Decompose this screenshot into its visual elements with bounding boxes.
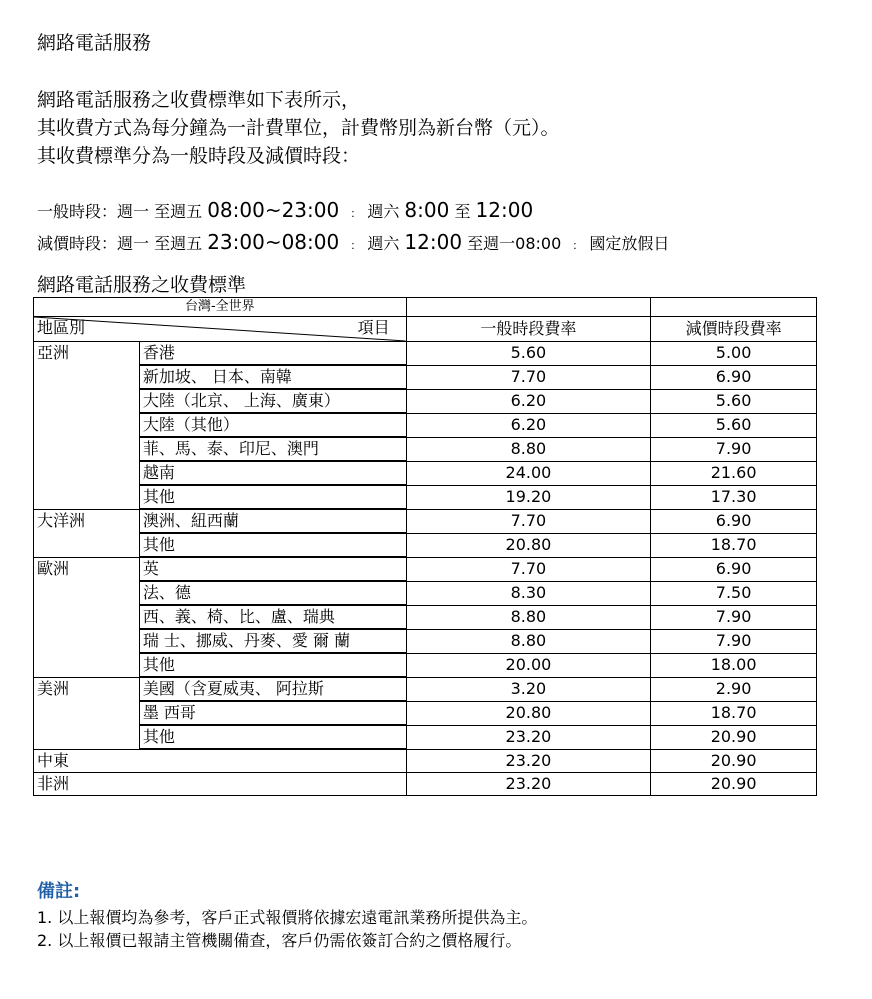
destination-cell: 美國（含夏威夷、 阿拉斯 <box>139 677 406 701</box>
normal-period <box>37 196 669 228</box>
normal-rate-cell: 6.20 <box>406 413 651 437</box>
to-label: 至 <box>454 202 471 221</box>
discount-rate-cell: 17.30 <box>651 485 817 509</box>
normal-saturday-end: 12:00 <box>475 198 534 222</box>
header-empty <box>406 298 651 317</box>
page-title: 網路電話服務 <box>37 32 152 54</box>
table-row <box>34 653 817 677</box>
discount-rate-cell: 7.50 <box>651 581 817 605</box>
header-region: 地區別 <box>37 318 86 337</box>
table-row <box>34 629 817 653</box>
table-title: 網路電話服務之收費標準 <box>37 274 247 296</box>
normal-rate-cell: 23.20 <box>406 773 651 796</box>
discount-rate-cell: 6.90 <box>651 365 817 389</box>
header-normal-rate: 一般時段費率 <box>406 317 651 342</box>
rates-table <box>33 297 817 796</box>
table-row <box>34 461 817 485</box>
discount-rate-cell: 18.70 <box>651 701 817 725</box>
normal-rate-cell: 20.80 <box>406 701 651 725</box>
normal-rate-cell: 20.80 <box>406 533 651 557</box>
table-row <box>34 749 817 773</box>
destination-cell: 西、義、椅、比、盧、瑞典 <box>139 605 406 629</box>
normal-weekday-time: 08:00~23:00 <box>207 198 340 222</box>
destination-cell: 大陸（北京、 上海、廣東） <box>139 389 406 413</box>
destination-cell: 墨 西哥 <box>139 701 406 725</box>
destination-cell: 瑞 士、挪威、丹麥、愛 爾 蘭 <box>139 629 406 653</box>
discount-rate-cell: 18.00 <box>651 653 817 677</box>
discount-weekday-time: 23:00~08:00 <box>207 230 340 254</box>
table-row <box>34 485 817 509</box>
saturday-label: 週六 <box>367 234 400 253</box>
table-row <box>34 581 817 605</box>
header-row-top <box>34 298 817 317</box>
discount-to-label: 至週一08:00 <box>467 234 562 253</box>
discount-rate-cell: 20.90 <box>651 749 817 773</box>
note-item: 1. 以上報價均為參考，客戶正式報價將依據宏遠電訊業務所提供為主。 <box>37 908 538 927</box>
normal-rate-cell: 20.00 <box>406 653 651 677</box>
destination-cell: 香港 <box>139 342 406 366</box>
separator: ： <box>350 207 362 220</box>
destination-cell: 大陸（其他） <box>139 413 406 437</box>
destination-cell: 其他 <box>139 533 406 557</box>
destination-cell: 新加坡、 日本、南韓 <box>139 365 406 389</box>
discount-rate-cell: 7.90 <box>651 605 817 629</box>
table-row <box>34 773 817 796</box>
destination-cell: 越南 <box>139 461 406 485</box>
table-row <box>34 389 817 413</box>
discount-rate-cell: 7.90 <box>651 629 817 653</box>
destination-cell: 英 <box>139 557 406 581</box>
normal-rate-cell: 8.80 <box>406 437 651 461</box>
holiday-label: 國定放假日 <box>589 234 670 253</box>
region-cell: 中東 <box>34 749 407 773</box>
table-row <box>34 557 817 581</box>
header-empty <box>651 298 817 317</box>
discount-rate-cell: 20.90 <box>651 725 817 749</box>
discount-saturday-start: 12:00 <box>404 230 463 254</box>
region-cell: 歐洲 <box>34 557 140 677</box>
table-row <box>34 533 817 557</box>
region-cell: 美洲 <box>34 677 140 749</box>
intro-text <box>37 86 560 170</box>
time-periods <box>37 196 669 260</box>
discount-rate-cell: 7.90 <box>651 437 817 461</box>
normal-rate-cell: 5.60 <box>406 342 651 366</box>
normal-rate-cell: 6.20 <box>406 389 651 413</box>
table-row <box>34 605 817 629</box>
discount-rate-cell: 5.60 <box>651 413 817 437</box>
saturday-label: 週六 <box>367 202 400 221</box>
header-route: 台灣-全世界 <box>34 298 407 317</box>
intro-line: 網路電話服務之收費標準如下表所示， <box>37 89 361 111</box>
table-row <box>34 437 817 461</box>
table-row <box>34 413 817 437</box>
note-item: 2. 以上報價已報請主管機關備查，客戶仍需依簽訂合約之價格履行。 <box>37 931 522 950</box>
normal-rate-cell: 3.20 <box>406 677 651 701</box>
destination-cell: 其他 <box>139 653 406 677</box>
normal-rate-cell: 24.00 <box>406 461 651 485</box>
header-row <box>34 317 817 342</box>
normal-rate-cell: 23.20 <box>406 725 651 749</box>
header-discount-rate: 減價時段費率 <box>651 317 817 342</box>
discount-rate-cell: 21.60 <box>651 461 817 485</box>
table-row <box>34 677 817 701</box>
intro-line: 其收費標準分為一般時段及減價時段： <box>37 145 361 167</box>
destination-cell: 其他 <box>139 485 406 509</box>
discount-period <box>37 228 669 260</box>
destination-cell: 澳洲、紐西蘭 <box>139 509 406 533</box>
header-diagonal-cell <box>34 317 407 342</box>
normal-rate-cell: 8.80 <box>406 605 651 629</box>
discount-rate-cell: 20.90 <box>651 773 817 796</box>
separator: ： <box>572 239 584 252</box>
table-row <box>34 365 817 389</box>
discount-rate-cell: 18.70 <box>651 533 817 557</box>
discount-rate-cell: 6.90 <box>651 557 817 581</box>
table-row <box>34 509 817 533</box>
normal-rate-cell: 19.20 <box>406 485 651 509</box>
region-cell: 亞洲 <box>34 342 140 510</box>
discount-rate-cell: 5.60 <box>651 389 817 413</box>
normal-rate-cell: 8.80 <box>406 629 651 653</box>
region-cell: 非洲 <box>34 773 407 796</box>
destination-cell: 菲、馬、泰、印尼、澳門 <box>139 437 406 461</box>
discount-rate-cell: 2.90 <box>651 677 817 701</box>
destination-cell: 其他 <box>139 725 406 749</box>
notes <box>37 880 537 952</box>
discount-rate-cell: 5.00 <box>651 342 817 366</box>
table-row <box>34 701 817 725</box>
region-cell: 大洋洲 <box>34 509 140 557</box>
header-item: 項目 <box>357 318 390 337</box>
normal-rate-cell: 8.30 <box>406 581 651 605</box>
table-row <box>34 725 817 749</box>
separator: ： <box>350 239 362 252</box>
normal-rate-cell: 7.70 <box>406 557 651 581</box>
normal-rate-cell: 7.70 <box>406 365 651 389</box>
normal-period-label: 一般時段：週一 至週五 <box>37 202 203 221</box>
normal-saturday-start: 8:00 <box>404 198 450 222</box>
discount-period-label: 減價時段：週一 至週五 <box>37 234 203 253</box>
table-row <box>34 342 817 366</box>
normal-rate-cell: 7.70 <box>406 509 651 533</box>
notes-title: 備註: <box>37 881 81 902</box>
intro-line: 其收費方式為每分鐘為一計費單位，計費幣別為新台幣（元）。 <box>37 117 560 139</box>
diagonal-line <box>34 317 406 341</box>
destination-cell: 法、德 <box>139 581 406 605</box>
normal-rate-cell: 23.20 <box>406 749 651 773</box>
discount-rate-cell: 6.90 <box>651 509 817 533</box>
